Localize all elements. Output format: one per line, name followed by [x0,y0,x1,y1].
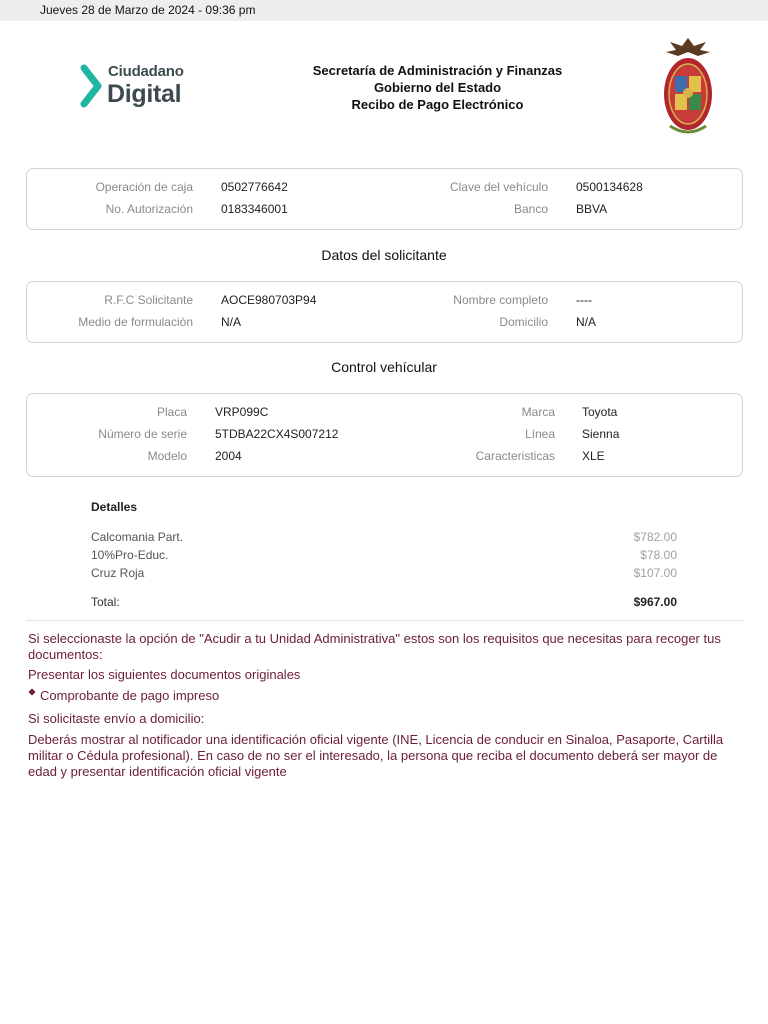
operation-label: Operación de caja [95,180,193,194]
total-value: $967.00 [633,595,677,609]
datetime-text: Jueves 28 de Marzo de 2024 - 09:36 pm [40,3,256,17]
applicant-section-title: Datos del solicitante [321,247,447,263]
detail-row [91,566,677,582]
header-titles [250,62,625,113]
features-label: Caracteristicas [475,449,555,463]
operation-card [26,168,743,230]
bank-label: Banco [513,202,548,216]
vehicle-key-label: Clave del vehículo [449,180,548,194]
authorization-value: 0183346001 [221,202,288,216]
top-bar [0,0,768,21]
bank-value: BBVA [576,202,608,216]
vehicle-card [26,393,743,477]
model-label: Modelo [147,449,187,463]
info-home-delivery-title: Si solicitaste envío a domicilio: [28,711,205,726]
divider [26,620,743,621]
info-home-delivery-text: Deberás mostrar al notificador una identificación oficial vigente (INE, Licencia de conducir en Sinaloa, Pasaporte, Cartilla militar o Cédula profesional). En caso de no ser el interesado, la persona que reciba el documento deberá ser mayor de edad y presentar identificación oficial vigente [28,732,724,779]
brand-label: Marca [521,405,555,419]
model-value: 2004 [215,449,242,463]
serial-value: 5TDBA22CX4S007212 [215,427,339,441]
logo-text-ciudadano: Ciudadano [108,63,184,80]
address-label: Domicilio [499,315,548,329]
details-title: Detalles [91,500,138,514]
authorization-label: No. Autorización [105,202,193,216]
serial-label: Número de serie [98,427,187,441]
total-row [91,595,677,611]
detail-row [91,530,677,546]
medium-label: Medio de formulación [78,315,193,329]
plate-value: VRP099C [215,405,269,419]
ciudadano-digital-logo [80,62,200,112]
plate-label: Placa [156,405,187,419]
bullet-diamond-icon [28,688,36,696]
brand-value: Toyota [582,405,618,419]
features-value: XLE [582,449,605,463]
rfc-label: R.F.C Solicitante [104,293,193,307]
state-coat-of-arms-icon [660,36,716,142]
detail-item-amount: $782.00 [633,530,677,544]
line-label: Línea [524,427,555,441]
vehicle-section-title: Control vehícular [331,359,437,375]
detail-item-name: 10%Pro-Educ. [91,548,169,562]
header-recibo: Recibo de Pago Electrónico [351,97,524,112]
info-bullet-payment-receipt: Comprobante de pago impreso [40,688,220,703]
detail-item-amount: $107.00 [633,566,677,580]
chevron-logo-icon [80,64,104,108]
vehicle-key-value: 0500134628 [576,180,643,194]
detail-item-name: Cruz Roja [91,566,145,580]
rfc-value: AOCE980703P94 [221,293,317,307]
detail-item-name: Calcomania Part. [91,530,184,544]
address-value: N/A [576,315,597,329]
full-name-value: ---- [576,293,592,307]
full-name-label: Nombre completo [453,293,548,307]
operation-value: 0502776642 [221,180,288,194]
logo-text-digital: Digital [107,80,182,108]
info-pickup-requirements: Si seleccionaste la opción de "Acudir a tu Unidad Administrativa" estos son los requisitos que necesitas para recoger tus documentos: [28,631,721,662]
header-gobierno: Gobierno del Estado [373,80,502,95]
detail-item-amount: $78.00 [640,548,677,562]
medium-value: N/A [221,315,242,329]
line-value: Sienna [582,427,620,441]
header-secretaria: Secretaría de Administración y Finanzas [312,63,563,78]
applicant-card [26,281,743,343]
total-label: Total: [91,595,120,609]
detail-row [91,548,677,564]
info-present-documents: Presentar los siguientes documentos originales [28,667,301,682]
